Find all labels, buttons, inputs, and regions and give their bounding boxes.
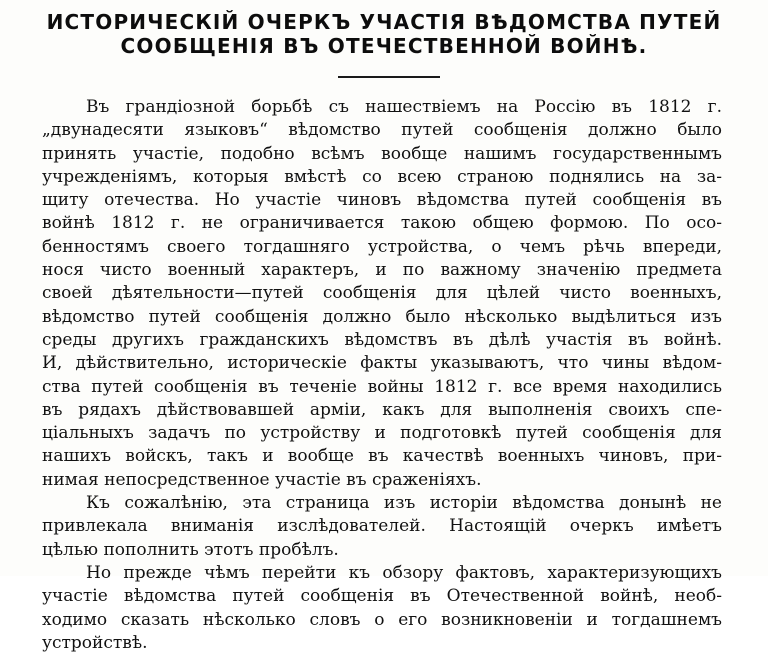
title-line-2: СООБЩЕНІЯ ВЪ ОТЕЧЕСТВЕННОЙ ВОЙНѢ. — [120, 34, 648, 58]
body-line: среды другихъ гражданскихъ вѣдомствъ въ дѣлѣ участія въ войнѣ. — [42, 329, 722, 350]
document-body — [42, 96, 722, 655]
body-line: привлекала вниманія изслѣдователей. Настоящій очеркъ имѣетъ — [42, 516, 722, 537]
body-line: ходимо сказать нѣсколько словъ о его возникновеніи и тогдашнемъ — [42, 609, 722, 630]
body-line: Къ сожалѣнію, эта страница изъ исторіи вѣдомства донынѣ не — [86, 493, 722, 514]
body-line: Но прежде чѣмъ перейти къ обзору фактовъ, характеризующихъ — [86, 562, 722, 583]
document-title — [0, 10, 768, 58]
body-line: войнѣ 1812 г. не ограничивается такою общею формою. По осо- — [42, 213, 722, 234]
title-line-1: ИСТОРИЧЕСКІЙ ОЧЕРКЪ УЧАСТІЯ ВѢДОМСТВА ПУТЕЙ — [46, 10, 722, 34]
body-line: устройствѣ. — [42, 632, 148, 653]
body-line: Въ грандіозной борьбѣ съ нашествіемъ на Россію въ 1812 г. — [86, 97, 722, 117]
body-line: нашихъ войскъ, такъ и вообще въ качествѣ военныхъ чиновъ, при- — [42, 446, 722, 467]
body-line: щиту отечества. Но участіе чиновъ вѣдомства путей сообщенія въ — [42, 190, 722, 211]
body-line: ства путей сообщенія въ теченіе войны 1812 г. все время находились — [42, 376, 722, 397]
body-line: нося чисто военный характеръ, и по важному значенію предмета — [42, 260, 722, 281]
title-divider — [338, 76, 440, 78]
body-line: „двунадесяти языковъ“ вѣдомство путей сообщенія должно было — [42, 120, 722, 141]
body-line: ціальныхъ задачъ по устройству и подготовкѣ путей сообщенія для — [42, 423, 722, 444]
body-line: въ рядахъ дѣйствовавшей арміи, какъ для выполненія своихъ спе- — [42, 399, 722, 420]
body-line: принять участіе, подобно всѣмъ вообще нашимъ государственнымъ — [42, 143, 722, 164]
body-line: вѣдомство путей сообщенія должно было нѣсколько выдѣлиться изъ — [42, 306, 722, 327]
body-line: бенностямъ своего тогдашняго устройства, о чемъ рѣчь впереди, — [42, 236, 722, 257]
body-line: своей дѣятельности—путей сообщенія для цѣлей чисто военныхъ, — [42, 283, 722, 304]
body-line: учрежденіямъ, которыя вмѣстѣ со всею страною поднялись на за- — [42, 166, 722, 187]
body-line: участіе вѣдомства путей сообщенія въ Отечественной войнѣ, необ- — [42, 586, 722, 607]
body-line: И, дѣйствительно, историческіе факты указываютъ, что чины вѣдом- — [42, 353, 722, 374]
body-line: нимая непосредственное участіе въ сраженіяхъ. — [42, 469, 482, 490]
body-line: цѣлью пополнить этотъ пробѣлъ. — [42, 539, 339, 560]
